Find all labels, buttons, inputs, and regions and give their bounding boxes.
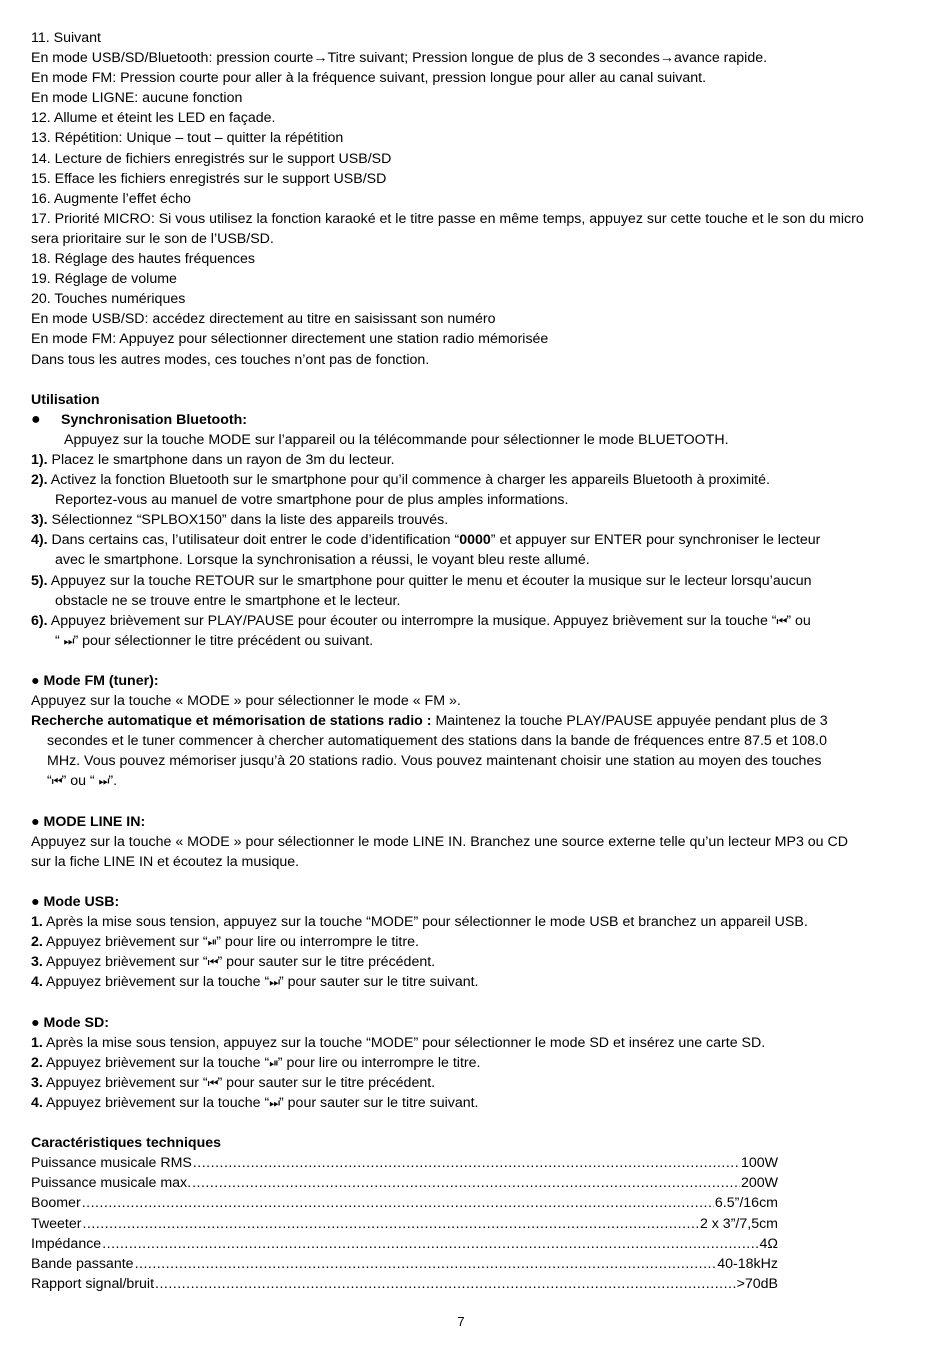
subsection-title: ● Mode SD:: [31, 1014, 109, 1031]
list-item: 2. Appuyez brièvement sur la touche “⏯” pour lire ou interrompre le titre.: [31, 1054, 481, 1071]
next-track-icon: ⏭: [269, 975, 279, 990]
list-item: 19. Réglage de volume: [31, 271, 177, 288]
list-item: En mode USB/SD: accédez directement au titre en saisissant son numéro: [31, 311, 496, 328]
list-item: 1). Placez le smartphone dans un rayon de 3m du lecteur.: [31, 451, 395, 468]
spec-row: Puissance musicale RMS ..... 100W: [31, 1153, 778, 1173]
list-item: En mode USB/SD/Bluetooth: pression courte→Titre suivant; Pression longue de plus de 3 secondes→avance rapide.: [31, 50, 768, 67]
list-item: 18. Réglage des hautes fréquences: [31, 251, 256, 268]
subsection-title: Synchronisation Bluetooth:: [61, 411, 248, 428]
list-item: Dans tous les autres modes, ces touches n’ont pas de fonction.: [31, 351, 430, 368]
spec-row: Boomer ..... 6.5”/16cm: [31, 1193, 778, 1213]
previous-track-icon: ⏮: [776, 613, 787, 628]
paragraph: Recherche automatique et mémorisation de stations radio : Maintenez la touche PLAY/PAUSE appuyée pendant plus de 3: [31, 713, 828, 730]
list-item: En mode LIGNE: aucune fonction: [31, 90, 243, 107]
list-item: 3. Appuyez brièvement sur “⏮” pour sauter sur le titre précédent.: [31, 1074, 436, 1091]
subsection-title: ● MODE LINE IN:: [31, 813, 146, 830]
list-item: 5). Appuyez sur la touche RETOUR sur le smartphone pour quitter le menu et écouter la musique sur le lecteur lorsqu’aucun: [31, 572, 812, 589]
paragraph: Appuyez sur la touche MODE sur l’appareil ou la télécommande pour sélectionner le mode BLUETOOTH.: [64, 431, 729, 448]
section-heading: Utilisation: [31, 391, 100, 408]
paragraph-continued: MHz. Vous pouvez mémoriser jusqu’à 20 stations radio. Vous pouvez maintenant choisir une station au moyen des touches: [47, 753, 822, 770]
specifications-section: [31, 1133, 778, 1294]
list-item-continued: obstacle ne se trouve entre le smartphone et le lecteur.: [55, 592, 401, 609]
spec-row: Puissance musicale max. ..... 200W: [31, 1173, 778, 1193]
paragraph-continued: secondes et le tuner commencer à chercher automatiquement des stations dans la bande de fréquences entre 87.5 et 108.0: [47, 733, 828, 750]
list-item: 2. Appuyez brièvement sur “⏯” pour lire ou interrompre le titre.: [31, 934, 419, 951]
spec-row: Bande passante ..... 40-18kHz: [31, 1254, 778, 1274]
list-item-continued: Reportez-vous au manuel de votre smartphone pour de plus amples informations.: [55, 492, 569, 509]
document-body: [31, 28, 911, 1294]
next-track-icon: ⏭: [63, 633, 74, 648]
list-item: 3). Sélectionnez “SPLBOX150” dans la liste des appareils trouvés.: [31, 512, 449, 529]
subsection-title: ● Mode FM (tuner):: [31, 673, 159, 689]
next-track-icon: ⏭: [269, 1095, 279, 1110]
list-item: 17. Priorité MICRO: Si vous utilisez la fonction karaoké et le titre passe en même temps, appuyez sur cette touche et le son du micro sera prioritaire sur le son de l’USB/SD.: [31, 210, 864, 247]
pairing-code: 0000: [459, 532, 491, 549]
next-track-icon: ⏭: [98, 774, 109, 789]
previous-track-icon: ⏮: [51, 774, 62, 789]
spec-row: Rapport signal/bruit ..... >70dB: [31, 1274, 778, 1294]
list-item: 6). Appuyez brièvement sur PLAY/PAUSE pour écouter ou interrompre la musique. Appuyez brièvement sur la touche “⏮” ou: [31, 612, 811, 629]
spec-row: Tweeter ..... 2 x 3”/7,5cm: [31, 1214, 778, 1234]
list-item: En mode FM: Appuyez pour sélectionner directement une station radio mémorisée: [31, 331, 549, 348]
subsection-title: ● Mode USB:: [31, 894, 120, 911]
bullet-icon: ●: [31, 410, 41, 428]
list-item: 16. Augmente l’effet écho: [31, 190, 191, 207]
list-item: 4). Dans certains cas, l’utilisateur doit entrer le code d’identification “0000” et appuyer sur ENTER pour synchroniser le lecteur: [31, 532, 821, 549]
list-item: 12. Allume et éteint les LED en façade.: [31, 110, 276, 127]
play-pause-icon: ⏯: [207, 935, 217, 950]
play-pause-icon: ⏯: [269, 1055, 278, 1070]
previous-track-icon: ⏮: [207, 1075, 218, 1090]
list-item: En mode FM: Pression courte pour aller à la fréquence suivant, pression longue pour aller au canal suivant.: [31, 70, 707, 87]
list-item: 2). Activez la fonction Bluetooth sur le smartphone pour qu’il commence à charger les appareils Bluetooth à proximité.: [31, 472, 770, 489]
list-item: 1. Après la mise sous tension, appuyez sur la touche “MODE” pour sélectionner le mode USB et branchez un appareil USB.: [31, 914, 808, 931]
list-item: 15. Efface les fichiers enregistrés sur le support USB/SD: [31, 170, 387, 187]
list-item: 13. Répétition: Unique – tout – quitter la répétition: [31, 130, 344, 147]
spec-row: Impédance ..... 4Ω: [31, 1234, 778, 1254]
previous-track-icon: ⏮: [207, 955, 218, 970]
utilisation-section: [31, 390, 911, 1113]
paragraph: Appuyez sur la touche « MODE » pour sélectionner le mode LINE IN. Branchez une source externe telle qu’un lecteur MP3 ou CD: [31, 833, 849, 850]
function-list: [31, 28, 911, 370]
list-item: 4. Appuyez brièvement sur la touche “⏭” pour sauter sur le titre suivant.: [31, 974, 479, 991]
list-item: 20. Touches numériques: [31, 291, 186, 308]
list-item: 1. Après la mise sous tension, appuyez sur la touche “MODE” pour sélectionner le mode SD et insérez une carte SD.: [31, 1034, 766, 1051]
paragraph-continued: sur la fiche LINE IN et écoutez la musique.: [31, 853, 300, 870]
page-number: 7: [457, 1314, 465, 1329]
list-item: 11. Suivant: [31, 30, 101, 46]
list-item-continued: avec le smartphone. Lorsque la synchronisation a réussi, le voyant bleu reste allumé.: [55, 552, 590, 569]
list-item: 3. Appuyez brièvement sur “⏮” pour sauter sur le titre précédent.: [31, 954, 436, 971]
paragraph: Appuyez sur la touche « MODE » pour sélectionner le mode « FM ».: [31, 693, 461, 710]
list-item: 4. Appuyez brièvement sur la touche “⏭” pour sauter sur le titre suivant.: [31, 1094, 479, 1111]
paragraph-continued: “⏮” ou “ ⏭”.: [47, 773, 118, 790]
list-item: 14. Lecture de fichiers enregistrés sur le support USB/SD: [31, 150, 392, 167]
list-item-continued: “ ⏭” pour sélectionner le titre précédent ou suivant.: [55, 632, 374, 649]
section-heading: Caractéristiques techniques: [31, 1135, 222, 1152]
